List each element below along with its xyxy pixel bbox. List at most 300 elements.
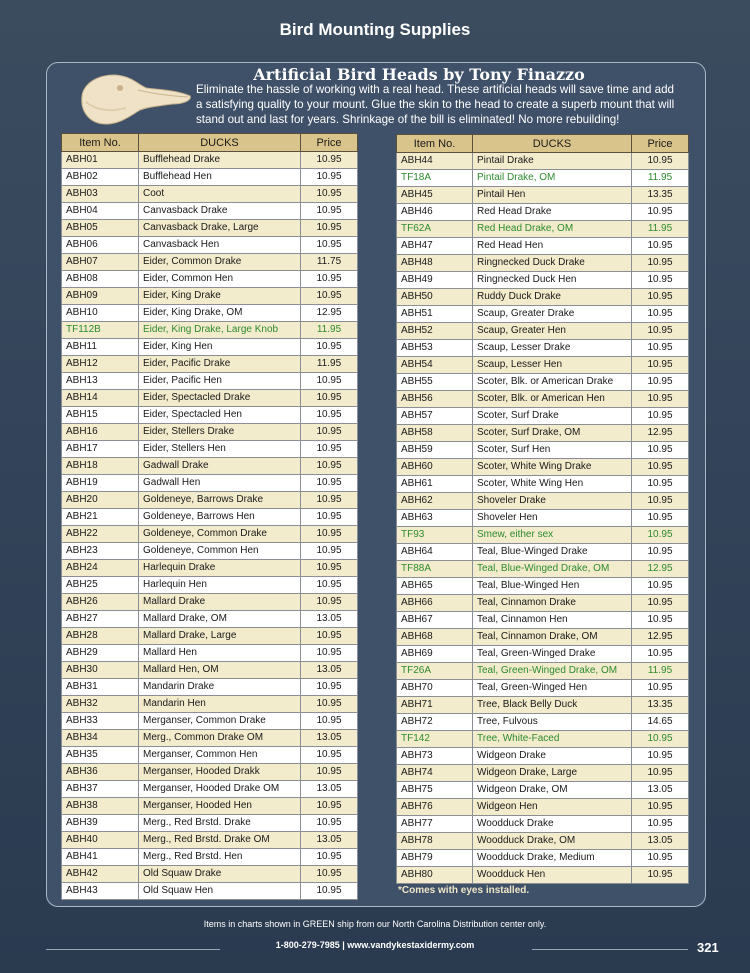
item-number-cell: ABH76: [397, 799, 473, 816]
price-cell: 10.95: [632, 646, 689, 663]
product-name-cell: Eider, King Hen: [139, 339, 301, 356]
table-row: [62, 611, 358, 628]
price-cell: 10.95: [301, 594, 358, 611]
product-name-cell: Scoter, Surf Drake: [473, 408, 632, 425]
product-name-cell: Mallard Hen, OM: [139, 662, 301, 679]
item-number-cell: ABH70: [397, 680, 473, 697]
item-number-cell: ABH27: [62, 611, 139, 628]
price-cell: 11.75: [301, 254, 358, 271]
item-number-cell: ABH74: [397, 765, 473, 782]
table-row: [397, 578, 689, 595]
price-cell: 14.65: [632, 714, 689, 731]
product-name-cell: Widgeon Hen: [473, 799, 632, 816]
table-row: [397, 238, 689, 255]
product-name-cell: Shoveler Drake: [473, 493, 632, 510]
item-number-cell: ABH07: [62, 254, 139, 271]
item-number-cell: ABH22: [62, 526, 139, 543]
product-name-cell: Eider, King Drake, OM: [139, 305, 301, 322]
table-row: [397, 629, 689, 646]
product-name-cell: Teal, Blue-Winged Drake: [473, 544, 632, 561]
product-name-cell: Red Head Drake: [473, 204, 632, 221]
price-cell: 10.95: [301, 441, 358, 458]
price-cell: 10.95: [301, 679, 358, 696]
product-name-cell: Tree, Black Belly Duck: [473, 697, 632, 714]
table-row: [62, 696, 358, 713]
price-cell: 10.95: [632, 578, 689, 595]
item-number-cell: ABH21: [62, 509, 139, 526]
product-name-cell: Widgeon Drake, Large: [473, 765, 632, 782]
product-name-cell: Tree, Fulvous: [473, 714, 632, 731]
table-header-row: [397, 135, 689, 153]
table-header-row: [62, 134, 358, 152]
item-number-cell: ABH56: [397, 391, 473, 408]
table-row: [62, 730, 358, 747]
price-cell: 10.95: [632, 340, 689, 357]
price-header: Price: [301, 134, 358, 152]
price-cell: 10.95: [632, 153, 689, 170]
item-number-cell: ABH65: [397, 578, 473, 595]
product-name-cell: Teal, Cinnamon Hen: [473, 612, 632, 629]
item-number-cell: ABH35: [62, 747, 139, 764]
item-number-cell: ABH34: [62, 730, 139, 747]
item-number-cell: ABH77: [397, 816, 473, 833]
table-row: [62, 747, 358, 764]
item-number-cell: ABH61: [397, 476, 473, 493]
price-cell: 10.95: [632, 272, 689, 289]
price-cell: 10.95: [301, 815, 358, 832]
table-row: [397, 204, 689, 221]
product-name-cell: Bufflehead Hen: [139, 169, 301, 186]
item-number-cell: ABH66: [397, 595, 473, 612]
item-number-cell: ABH53: [397, 340, 473, 357]
item-number-cell: ABH16: [62, 424, 139, 441]
product-name-cell: Mandarin Hen: [139, 696, 301, 713]
price-cell: 10.95: [301, 237, 358, 254]
price-cell: 10.95: [632, 493, 689, 510]
intro-text: Eliminate the hassle of working with a real head. These artificial heads will save time and add a satisfying quality to your mount. Glue the skin to the head to create a superb mount that will stand out and last for years. Shrinkage of the bill is eliminated! No more rebuilding!: [196, 83, 675, 126]
product-name-cell: Goldeneye, Barrows Drake: [139, 492, 301, 509]
table-row: [62, 781, 358, 798]
product-name-cell: Teal, Green-Winged Hen: [473, 680, 632, 697]
product-name-cell: Coot: [139, 186, 301, 203]
table-row: [62, 492, 358, 509]
contact-info: 1-800-279-7985 | www.vandykestaxidermy.com: [275, 940, 475, 950]
item-number-cell: ABH19: [62, 475, 139, 492]
item-number-cell: ABH78: [397, 833, 473, 850]
item-number-cell: TF88A: [397, 561, 473, 578]
item-number-cell: ABH80: [397, 867, 473, 884]
table-row: [62, 152, 358, 169]
price-cell: 10.95: [301, 475, 358, 492]
product-name-cell: Mallard Drake, OM: [139, 611, 301, 628]
table-row: [62, 645, 358, 662]
item-number-cell: ABH57: [397, 408, 473, 425]
item-number-cell: ABH44: [397, 153, 473, 170]
price-cell: 13.05: [632, 782, 689, 799]
price-cell: 10.95: [301, 747, 358, 764]
table-row: [397, 221, 689, 238]
product-name-cell: Eider, Common Hen: [139, 271, 301, 288]
price-cell: 10.95: [632, 748, 689, 765]
table-row: [62, 169, 358, 186]
price-cell: 11.95: [632, 170, 689, 187]
product-name-cell: Teal, Green-Winged Drake, OM: [473, 663, 632, 680]
price-cell: 10.95: [632, 527, 689, 544]
item-no-header: Item No.: [397, 135, 473, 153]
table-row: [62, 815, 358, 832]
table-row: [397, 867, 689, 884]
table-row: [62, 883, 358, 900]
product-name-cell: Scoter, White Wing Hen: [473, 476, 632, 493]
product-name-cell: Woodduck Drake: [473, 816, 632, 833]
product-name-cell: Mallard Drake: [139, 594, 301, 611]
product-name-cell: Goldeneye, Common Drake: [139, 526, 301, 543]
table-row: [62, 288, 358, 305]
item-number-cell: ABH73: [397, 748, 473, 765]
item-number-cell: ABH71: [397, 697, 473, 714]
price-cell: 10.95: [632, 731, 689, 748]
product-name-cell: Scoter, Surf Drake, OM: [473, 425, 632, 442]
product-name-cell: Pintail Drake: [473, 153, 632, 170]
table-row: [62, 866, 358, 883]
price-cell: 10.95: [632, 816, 689, 833]
price-cell: 10.95: [632, 289, 689, 306]
item-number-cell: ABH06: [62, 237, 139, 254]
product-name-cell: Ringnecked Duck Drake: [473, 255, 632, 272]
price-cell: 13.05: [301, 781, 358, 798]
price-cell: 10.95: [632, 459, 689, 476]
item-number-cell: ABH09: [62, 288, 139, 305]
item-number-cell: ABH46: [397, 204, 473, 221]
item-number-cell: ABH43: [62, 883, 139, 900]
item-no-header: Item No.: [62, 134, 139, 152]
table-row: [62, 832, 358, 849]
price-cell: 11.95: [632, 663, 689, 680]
product-name-cell: Merganser, Hooded Drake OM: [139, 781, 301, 798]
product-name-cell: Teal, Blue-Winged Drake, OM: [473, 561, 632, 578]
item-number-cell: ABH08: [62, 271, 139, 288]
product-name-cell: Harlequin Hen: [139, 577, 301, 594]
table-row: [62, 560, 358, 577]
item-number-cell: ABH25: [62, 577, 139, 594]
product-name-cell: Red Head Drake, OM: [473, 221, 632, 238]
item-number-cell: ABH54: [397, 357, 473, 374]
item-number-cell: ABH39: [62, 815, 139, 832]
table-row: [62, 271, 358, 288]
product-name-cell: Shoveler Hen: [473, 510, 632, 527]
table-row: [62, 220, 358, 237]
table-row: [397, 612, 689, 629]
price-cell: 10.95: [301, 220, 358, 237]
table-row: [62, 543, 358, 560]
price-cell: 10.95: [632, 238, 689, 255]
price-cell: 10.95: [632, 204, 689, 221]
price-cell: 12.95: [632, 425, 689, 442]
product-name-cell: Canvasback Drake: [139, 203, 301, 220]
product-name-cell: Gadwall Drake: [139, 458, 301, 475]
product-name-cell: Pintail Drake, OM: [473, 170, 632, 187]
price-cell: 10.95: [632, 442, 689, 459]
item-number-cell: ABH05: [62, 220, 139, 237]
price-cell: 10.95: [301, 339, 358, 356]
item-number-cell: ABH64: [397, 544, 473, 561]
table-row: [397, 714, 689, 731]
item-number-cell: ABH60: [397, 459, 473, 476]
table-row: [62, 339, 358, 356]
product-name-cell: Merganser, Hooded Hen: [139, 798, 301, 815]
table-row: [397, 408, 689, 425]
price-cell: 10.95: [632, 357, 689, 374]
table-row: [62, 764, 358, 781]
product-name-cell: Merganser, Common Drake: [139, 713, 301, 730]
product-name-cell: Woodduck Hen: [473, 867, 632, 884]
item-number-cell: ABH29: [62, 645, 139, 662]
price-cell: 10.95: [632, 510, 689, 527]
product-name-cell: Woodduck Drake, Medium: [473, 850, 632, 867]
page-number: 321: [697, 940, 719, 955]
item-number-cell: ABH41: [62, 849, 139, 866]
price-header: Price: [632, 135, 689, 153]
price-cell: 10.95: [632, 680, 689, 697]
price-cell: 11.95: [301, 322, 358, 339]
table-row: [62, 849, 358, 866]
footnote: *Comes with eyes installed.: [398, 885, 530, 896]
product-name-cell: Merg., Red Brstd. Drake OM: [139, 832, 301, 849]
product-name-cell: Goldeneye, Common Hen: [139, 543, 301, 560]
item-number-cell: ABH62: [397, 493, 473, 510]
item-number-cell: TF93: [397, 527, 473, 544]
price-cell: 12.95: [632, 561, 689, 578]
item-number-cell: ABH18: [62, 458, 139, 475]
product-name-cell: Eider, Pacific Drake: [139, 356, 301, 373]
price-cell: 10.95: [632, 323, 689, 340]
price-cell: 10.95: [301, 152, 358, 169]
item-number-cell: ABH58: [397, 425, 473, 442]
table-row: [62, 628, 358, 645]
section-heading: Artificial Bird Heads by Tony Finazzo: [253, 65, 585, 84]
price-cell: 10.95: [632, 391, 689, 408]
table-row: [62, 424, 358, 441]
shipping-note: Items in charts shown in GREEN ship from our North Carolina Distribution center only.: [203, 919, 547, 929]
item-number-cell: ABH55: [397, 374, 473, 391]
table-row: [62, 526, 358, 543]
price-cell: 10.95: [301, 883, 358, 900]
ducks-table-left: [61, 133, 358, 900]
product-name-cell: Merg., Common Drake OM: [139, 730, 301, 747]
price-cell: 10.95: [301, 696, 358, 713]
price-cell: 10.95: [301, 373, 358, 390]
product-name-cell: Eider, Pacific Hen: [139, 373, 301, 390]
item-number-cell: ABH26: [62, 594, 139, 611]
ducks-header: DUCKS: [139, 134, 301, 152]
product-name-cell: Eider, Stellers Hen: [139, 441, 301, 458]
product-name-cell: Scoter, White Wing Drake: [473, 459, 632, 476]
table-row: [62, 203, 358, 220]
item-number-cell: ABH24: [62, 560, 139, 577]
price-cell: 11.95: [301, 356, 358, 373]
item-number-cell: ABH01: [62, 152, 139, 169]
table-row: [397, 391, 689, 408]
product-name-cell: Scaup, Lesser Hen: [473, 357, 632, 374]
table-row: [397, 697, 689, 714]
price-cell: 10.95: [301, 713, 358, 730]
table-row: [62, 441, 358, 458]
price-cell: 10.95: [301, 526, 358, 543]
table-row: [397, 561, 689, 578]
item-number-cell: ABH68: [397, 629, 473, 646]
table-row: [62, 594, 358, 611]
product-name-cell: Widgeon Drake: [473, 748, 632, 765]
item-number-cell: ABH32: [62, 696, 139, 713]
table-row: [397, 680, 689, 697]
product-name-cell: Scaup, Greater Drake: [473, 306, 632, 323]
item-number-cell: ABH02: [62, 169, 139, 186]
item-number-cell: ABH51: [397, 306, 473, 323]
table-row: [62, 475, 358, 492]
product-name-cell: Eider, Common Drake: [139, 254, 301, 271]
product-name-cell: Eider, King Drake: [139, 288, 301, 305]
price-cell: 10.95: [632, 374, 689, 391]
price-cell: 10.95: [632, 765, 689, 782]
item-number-cell: ABH50: [397, 289, 473, 306]
item-number-cell: ABH04: [62, 203, 139, 220]
table-row: [62, 322, 358, 339]
item-number-cell: ABH20: [62, 492, 139, 509]
table-row: [397, 544, 689, 561]
table-row: [62, 577, 358, 594]
product-name-cell: Eider, Spectacled Hen: [139, 407, 301, 424]
price-cell: 10.95: [301, 169, 358, 186]
ducks-header: DUCKS: [473, 135, 632, 153]
table-row: [397, 782, 689, 799]
price-cell: 10.95: [301, 645, 358, 662]
table-row: [62, 509, 358, 526]
price-cell: 10.95: [632, 476, 689, 493]
item-number-cell: ABH38: [62, 798, 139, 815]
item-number-cell: ABH79: [397, 850, 473, 867]
table-row: [62, 373, 358, 390]
table-row: [397, 493, 689, 510]
price-cell: 10.95: [632, 544, 689, 561]
table-row: [62, 254, 358, 271]
item-number-cell: ABH63: [397, 510, 473, 527]
product-name-cell: Scaup, Lesser Drake: [473, 340, 632, 357]
price-cell: 10.95: [301, 798, 358, 815]
product-name-cell: Bufflehead Drake: [139, 152, 301, 169]
price-cell: 10.95: [301, 407, 358, 424]
item-number-cell: ABH47: [397, 238, 473, 255]
table-row: [62, 390, 358, 407]
artificial-duck-head-image: [76, 66, 194, 128]
table-row: [397, 374, 689, 391]
item-number-cell: ABH37: [62, 781, 139, 798]
item-number-cell: TF18A: [397, 170, 473, 187]
table-row: [397, 442, 689, 459]
item-number-cell: ABH17: [62, 441, 139, 458]
item-number-cell: TF26A: [397, 663, 473, 680]
table-row: [397, 357, 689, 374]
product-name-cell: Widgeon Drake, OM: [473, 782, 632, 799]
table-row: [397, 833, 689, 850]
product-name-cell: Tree, White-Faced: [473, 731, 632, 748]
price-cell: 10.95: [632, 595, 689, 612]
table-row: [397, 425, 689, 442]
price-cell: 11.95: [632, 221, 689, 238]
item-number-cell: TF142: [397, 731, 473, 748]
table-row: [397, 527, 689, 544]
price-cell: 10.95: [301, 849, 358, 866]
price-cell: 10.95: [301, 866, 358, 883]
price-cell: 13.05: [301, 662, 358, 679]
table-row: [397, 799, 689, 816]
table-row: [397, 289, 689, 306]
product-name-cell: Merg., Red Brstd. Hen: [139, 849, 301, 866]
price-cell: 10.95: [301, 390, 358, 407]
item-number-cell: ABH23: [62, 543, 139, 560]
product-name-cell: Canvasback Drake, Large: [139, 220, 301, 237]
price-cell: 10.95: [301, 288, 358, 305]
item-number-cell: TF62A: [397, 221, 473, 238]
product-name-cell: Eider, King Drake, Large Knob: [139, 322, 301, 339]
item-number-cell: ABH13: [62, 373, 139, 390]
price-cell: 12.95: [301, 305, 358, 322]
table-row: [62, 713, 358, 730]
item-number-cell: ABH36: [62, 764, 139, 781]
table-row: [397, 850, 689, 867]
table-row: [397, 731, 689, 748]
price-cell: 13.35: [632, 187, 689, 204]
table-row: [397, 646, 689, 663]
price-cell: 10.95: [301, 764, 358, 781]
item-number-cell: ABH12: [62, 356, 139, 373]
item-number-cell: ABH59: [397, 442, 473, 459]
table-row: [62, 356, 358, 373]
product-name-cell: Old Squaw Drake: [139, 866, 301, 883]
product-name-cell: Eider, Stellers Drake: [139, 424, 301, 441]
item-number-cell: ABH45: [397, 187, 473, 204]
table-row: [397, 816, 689, 833]
product-name-cell: Mallard Hen: [139, 645, 301, 662]
product-name-cell: Scaup, Greater Hen: [473, 323, 632, 340]
price-cell: 10.95: [301, 203, 358, 220]
product-name-cell: Smew, either sex: [473, 527, 632, 544]
price-cell: 10.95: [301, 424, 358, 441]
table-row: [397, 476, 689, 493]
table-row: [397, 748, 689, 765]
product-name-cell: Mallard Drake, Large: [139, 628, 301, 645]
price-cell: 13.05: [632, 833, 689, 850]
product-name-cell: Merganser, Hooded Drakk: [139, 764, 301, 781]
product-name-cell: Woodduck Drake, OM: [473, 833, 632, 850]
table-row: [62, 458, 358, 475]
item-number-cell: ABH10: [62, 305, 139, 322]
price-cell: 10.95: [301, 458, 358, 475]
table-row: [397, 255, 689, 272]
table-row: [397, 306, 689, 323]
item-number-cell: ABH52: [397, 323, 473, 340]
product-name-cell: Harlequin Drake: [139, 560, 301, 577]
item-number-cell: ABH67: [397, 612, 473, 629]
price-cell: 10.95: [301, 492, 358, 509]
price-cell: 10.95: [632, 255, 689, 272]
product-name-cell: Teal, Green-Winged Drake: [473, 646, 632, 663]
table-row: [397, 323, 689, 340]
item-number-cell: ABH49: [397, 272, 473, 289]
table-row: [397, 153, 689, 170]
product-name-cell: Teal, Blue-Winged Hen: [473, 578, 632, 595]
product-name-cell: Merg., Red Brstd. Drake: [139, 815, 301, 832]
item-number-cell: ABH28: [62, 628, 139, 645]
